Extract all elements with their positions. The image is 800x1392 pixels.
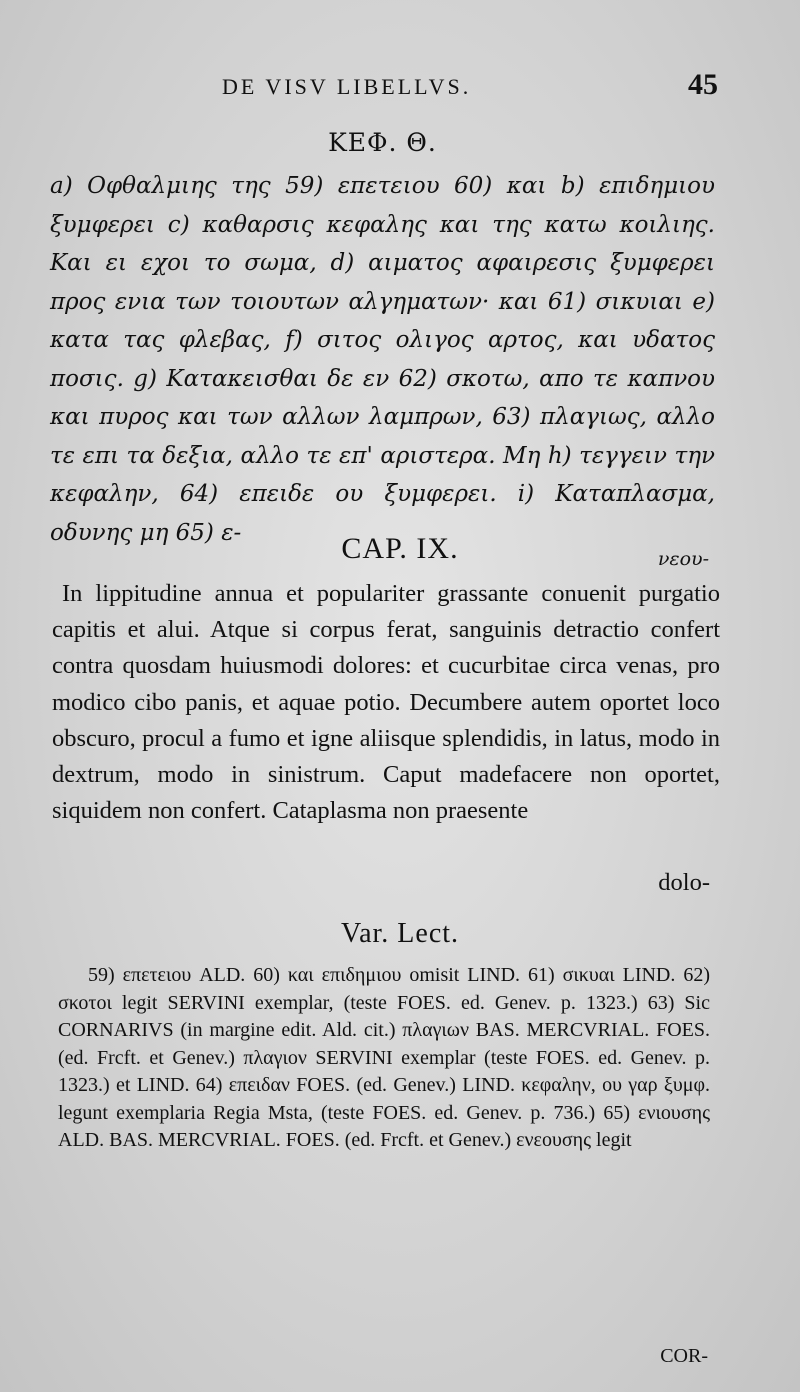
- greek-chapter-heading: ΚΕΦ. Θ.: [328, 128, 437, 157]
- greek-catchword: νεου-: [657, 548, 709, 570]
- latin-catchword: dolo-: [658, 869, 710, 896]
- greek-text: a) Οφθαλμιης της 59) επετειου 60) και b) επιδημιου ξυμφερει c) καθαρσις κεφαλης και της κατω κοιλιης. Και ει εχοι το σωμα, d) αιματος αφαιρεσις ξυμφερει προς ενια των τοιουτων αλγηματων· και 61) σικυιαι e) κατα τας φλεβας, f) σιτος ολιγος αρτος, και υδατος ποσις. g) Κατακεισθαι δε εν 62) σκοτω, απο τε καπνου και πυρος και των αλλων λαμπρων, 63) πλαγιως, αλλο τε επι τα δεξια, αλλο τε επ' αριστερα. Μη h) τεγγειν την κεφαλην, 64) επειδε ου ξυμφερει. i) Καταπλασμα, οδυνης μη 65) ε-: [50, 173, 715, 546]
- page-number: 45: [688, 68, 718, 101]
- latin-text: In lippitudine annua et populariter grassante conuenit purgatio capitis et alui. Atque si corpus ferat, sanguinis detractio confert contra quosdam huiusmodi dolores: et cucurbitae circa venas, pro modico cibo panis, et aquae potio. Decumbere autem oportet loco obscuro, procul a fumo et igne aliisque splendidis, in latus, modo in dextrum, modo in sinistrum. Caput madefacere non oportet, siquidem non confert. Cataplasma non praesente: [52, 580, 720, 825]
- variant-readings-heading: Var. Lect.: [340, 918, 460, 949]
- chapter-title: CAP. IX.: [341, 532, 459, 565]
- variant-readings-text: 59) επετειου ALD. 60) και επιδημιου omisit LIND. 61) σικυαι LIND. 62) σκοτοι legit SERVINI exemplar, (teste FOES. ed. Genev. p. 1323.) 63) Sic CORNARIVS (in margine edit. Ald. cit.) πλαγιων BAS. MERCVRIAL. FOES. (ed. Frcft. et Genev.) πλαγιον SERVINI exemplar (teste FOES. ed. Genev. p. 1323.) et LIND. 64) επειδαν FOES. (ed. Genev.) LIND. κεφαλην, ου γαρ ξυμφ. legunt exemplaria Regia Msta, (teste FOES. ed. Genev. p. 736.) 65) ενιουσης ALD. BAS. MERCVRIAL. FOES. (ed. Frcft. et Genev.) ενεουσης legit: [58, 964, 710, 1151]
- running-head: DE VISV LIBELLVS.: [222, 74, 472, 99]
- notes-catchword: COR-: [660, 1345, 708, 1367]
- greek-section: [50, 128, 715, 570]
- page-header: [0, 68, 800, 108]
